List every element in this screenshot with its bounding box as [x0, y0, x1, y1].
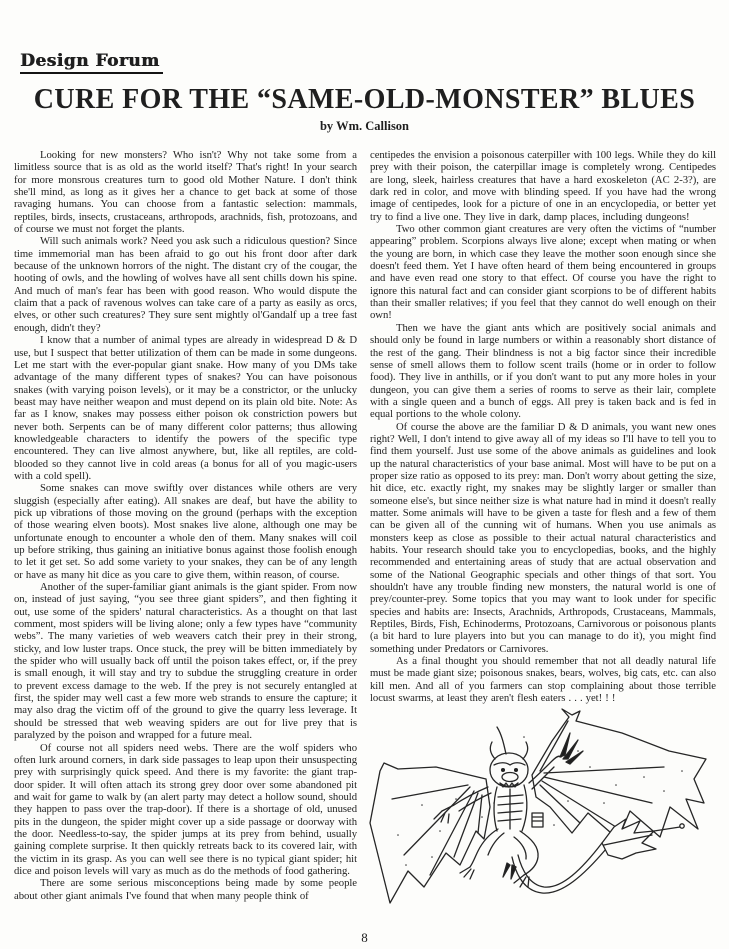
- paragraph: Will such animals work? Need you ask such a ridiculous question? Since time immemorial man has been afraid to go out his front door after dark because of the unknown horrors of the night. The distant cry of the cougar, the hooting of owls, and the howling of wolves have all sent chills down his spine. And much of man's fear has been with good reason. Who would dispute the claim that a pack of ravenous wolves can take care of a party as easily as orcs, elves, or other such creatures? They sure sent mightly ol'Gandalf up a tree fast enough, didn't they?: [14, 235, 357, 334]
- paragraph: There are some serious misconceptions being made by some people about other giant animals I've found that when many people think of: [14, 877, 357, 902]
- section-kicker: Design Forum: [20, 51, 163, 74]
- paragraph-continuation: centipedes the envision a poisonous caterpiller with 100 legs. While they do kill prey with their poison, the caterpillar image is completely wrong. Centipedes are long, sleek, hairless creatures that have a hard exoskeleton (AC 2-3?), are dark red in color, and move with blinding speed. If you have had the wrong image of centipedes, look for a picture of one in an encyclopedia, or better yet try to find a live one. They live in dark, damp places, including dungeons!: [370, 149, 716, 223]
- right-column: [370, 149, 716, 933]
- paragraph: Of course the above are the familiar D & D animals, you want new ones right? Well, I don't intend to give away all of my ideas so I'll have to tell you to find them yourself. Just use some of the above animals as guidelines and look up the natural characteristics of your base animal. Most will have to be put on a proper size ratio as opposed to its prey: man. Don't worry about getting the size, hit dice, etc. exactly right, my snakes may be slightly larger or smaller than someone else's, but since neither size is what nature had in mind it doesn't really matter. Some animals will have to be given a taste for flesh and a few of them can be given all of the cunning wit of humans. When you use animals as monsters keep as close as possible to their actual natural characteristics and habits. Your research should take you to encyclopedias, books, and the highly recommended and entertaining areas of study that are actual observation and some of the National Geographic specials and other things of that sort. You shouldn't have any trouble finding new monsters, the natural world is one of prey/counter-prey. Some topics that you may want to look under for specific species and habits are: Insects, Arachnids, Arthropods, Crustaceans, Mammals, Reptiles, Birds, Fish, Echinoderms, Protozoans, Carnivorous or poisonous plants (a bit hard to lure players into but you can manage to do it), you might find something under Predators or Carnivores.: [370, 420, 716, 655]
- paragraph: Looking for new monsters? Who isn't? Why not take some from a limitless source that is as old as the world itself? That's right! In your search for more monsrous creatures turn to good old Mother Nature. I don't think she'll mind, as long as it gives her a chance to get back at some of those ravaging humans. You can choose from a fantastic selection: mammals, reptiles, birds, insects, crustaceans, arthropods, arachnids, fish, protozoans, and of course we must not forget the plants.: [14, 149, 357, 236]
- article-title: CURE FOR THE “SAME-OLD-MONSTER” BLUES: [33, 84, 696, 115]
- paragraph: As a final thought you should remember that not all deadly natural life must be made giant size; poisonous snakes, bears, wolves, big cats, etc. can also kill men. And all of you farmers can stop complaining about those terrible locust swarms, at least they aren't flesh eaters . . . yet! ! !: [370, 655, 716, 705]
- paragraph: Some snakes can move swiftly over distances while others are very sluggish (especially after eating). All snakes are deaf, but have the ability to pick up vibrations of those moving on the ground (perhaps with the exception of those wearing elven boots). Most snakes live alone, although one may be unfortunate enough to encounter a whole den of them. Many snakes will coil up before striking, thus gaining an initiative bonus against those foolish enough to let it get set. So add some variety to your snakes, they can be of any length or have as many hit dice as you care to give them, within reason, of course.: [14, 482, 357, 581]
- page-number: 8: [361, 930, 368, 945]
- article-byline: by Wm. Callison: [319, 119, 410, 133]
- paragraph: Then we have the giant ants which are positively social animals and should only be found in large numbers or within a reasonably short distance of the rest of the gang. Their blindness is not a big factor since their incredible sense of smell allows them to follow scent trails (home or in order to follow food). They live in anthills, or if you don't want to put any more holes in your dungeon, you can give them a series of rooms to serve as their lair, complete with a single queen and a bunch of eggs. All prey is taken back and is fed in equal portions to the whole colony.: [370, 321, 716, 421]
- paragraph: Two other common giant creatures are very often the victims of “number appearing” problem. Scorpions always live alone; except when mating or when the young are born, in which case they leave the mother soon enough since she doesn't feed them. Yet I have often heard of them being encountered in groups and have even read one story to that effect. Of course you have the right to ignore this natural fact and can consider giant scorpions to be of different habits than their smaller relatives; if you feel that they cannot do well enough on their own!: [370, 223, 716, 322]
- winged-demon-drawing-svg: [364, 707, 716, 911]
- left-column: [14, 149, 357, 933]
- paragraph: Of course not all spiders need webs. There are the wolf spiders who often lurk around corners, in dark side passages to leap upon their unsuspecting prey with surprisingly quick speed. And there is my favorite: the giant trap-door spider. It will often attach its strong grey door over some abandoned pit and wait for game to walk by (an alert party may detect a hollow sound, should they happen to pass over the trap-door). If there is a shortage of old, unused pits in the dungeon, the spider might cover up a side passage or doorway with the door. Needless-to-say, the spider jumps at its prey from behind, usually gaining complete surprise. It then quickly retreats back to its covered lair, with the victim in its grasp. As you can well see there is no typical giant spider; hit dice and poison levels will vary as much as do the methods of food gathering.: [14, 741, 357, 877]
- article-body: [14, 149, 716, 933]
- winged-demon-illustration: [364, 707, 716, 916]
- paragraph: Another of the super-familiar giant animals is the giant spider. From now on, instead of just saying, “you see three giant spiders”, and then fighting it out, use some of the spiders' natural characteristics. As a thought on that last comment, most spiders will be living alone; only a few types have “community webs”. The many varieties of web weavers catch their prey in their strong, sticky, and low luster traps. Once stuck, the prey will be bitten immediately by the spider who will usually back off until the poison takes effect, or, if the prey is small enough, it will stay and try to subdue the struggling creature in order to prevent excess damage to the web. If the prey is not securely entangled at first, the spider may well cast a few more web strands to ensure the capture; it may also drag the victim off of the ground to give the quarry less leverage. It should be stressed that web weaving spiders are out for live prey that is paralyzed by the poison and wrapped for a future meal.: [14, 581, 357, 742]
- paragraph: I know that a number of animal types are already in widespread D & D use, but I suspect that better utilization of them can be made in some dungeons. Let me start with the ever-popular giant snake. How many of you DMs take advantage of the many different types of snakes? You can have poisonous snakes (with varying poison levels), or it may be a constrictor, or the unlucky beast may have neither weapon and must depend on its plain old bite. Note: As far as I know, snakes may possess either poison ok constriction powers but never both. Serpents can be of many different color patterns; thus allowing knowledgeable characters to identify the powers of the specific type encountered. They can live almost anywhere, but, like all reptiles, are cold-blooded so they cannot live in cold areas (a bonus for all of you magic-users with a cold spell).: [14, 334, 357, 482]
